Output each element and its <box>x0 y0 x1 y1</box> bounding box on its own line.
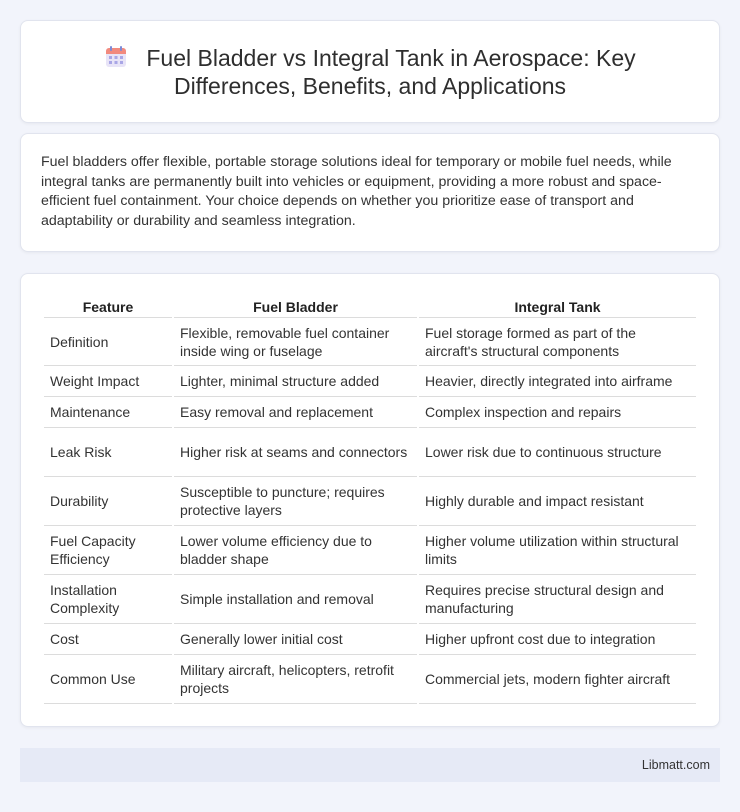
intro-card <box>20 133 720 252</box>
feature-cell: Cost <box>44 624 172 655</box>
table-row <box>44 575 696 624</box>
footer-brand[interactable]: Libmatt.com <box>641 758 710 772</box>
footer <box>20 748 720 782</box>
bladder-cell: Susceptible to puncture; requires protective layers <box>174 477 417 526</box>
table-row <box>44 397 696 428</box>
feature-cell: Fuel Capacity Efficiency <box>44 526 172 575</box>
feature-cell: Definition <box>44 318 172 366</box>
table-row <box>44 428 696 477</box>
feature-cell: Common Use <box>44 655 172 704</box>
table-row <box>44 477 696 526</box>
table-row <box>44 655 696 704</box>
header-integral-tank: Integral Tank <box>419 294 696 318</box>
calendar-icon <box>104 45 128 69</box>
title-card <box>20 20 720 123</box>
table-row <box>44 366 696 397</box>
feature-cell: Leak Risk <box>44 428 172 477</box>
integral-cell: Lower risk due to continuous structure <box>419 428 696 477</box>
integral-cell: Higher volume utilization within structural limits <box>419 526 696 575</box>
table-row <box>44 624 696 655</box>
integral-cell: Highly durable and impact resistant <box>419 477 696 526</box>
table-row <box>44 318 696 366</box>
bladder-cell: Higher risk at seams and connectors <box>174 428 417 477</box>
integral-cell: Heavier, directly integrated into airframe <box>419 366 696 397</box>
bladder-cell: Military aircraft, helicopters, retrofit projects <box>174 655 417 704</box>
integral-cell: Fuel storage formed as part of the aircraft's structural components <box>419 318 696 366</box>
feature-cell: Maintenance <box>44 397 172 428</box>
feature-cell: Weight Impact <box>44 366 172 397</box>
bladder-cell: Lighter, minimal structure added <box>174 366 417 397</box>
integral-cell: Higher upfront cost due to integration <box>419 624 696 655</box>
page-title <box>51 44 689 100</box>
comparison-table-card <box>20 273 720 727</box>
bladder-cell: Flexible, removable fuel container inside wing or fuselage <box>174 318 417 366</box>
header-fuel-bladder: Fuel Bladder <box>174 294 417 318</box>
feature-cell: Installation Complexity <box>44 575 172 624</box>
integral-cell: Complex inspection and repairs <box>419 397 696 428</box>
bladder-cell: Easy removal and replacement <box>174 397 417 428</box>
table-header-row <box>44 294 696 318</box>
bladder-cell: Generally lower initial cost <box>174 624 417 655</box>
comparison-table <box>42 294 698 704</box>
integral-cell: Requires precise structural design and manufacturing <box>419 575 696 624</box>
header-feature: Feature <box>44 294 172 318</box>
page-title-text: Fuel Bladder vs Integral Tank in Aerospace: Key Differences, Benefits, and Applications <box>146 44 636 99</box>
bladder-cell: Lower volume efficiency due to bladder shape <box>174 526 417 575</box>
intro-text: Fuel bladders offer flexible, portable storage solutions ideal for temporary or mobile fuel needs, while integral tanks are permanently built into vehicles or equipment, providing a more robust and space-efficient fuel containment. Your choice depends on whether you prioritize ease of transport and adaptability or durability and seamless integration. <box>41 154 672 229</box>
table-row <box>44 526 696 575</box>
integral-cell: Commercial jets, modern fighter aircraft <box>419 655 696 704</box>
feature-cell: Durability <box>44 477 172 526</box>
bladder-cell: Simple installation and removal <box>174 575 417 624</box>
